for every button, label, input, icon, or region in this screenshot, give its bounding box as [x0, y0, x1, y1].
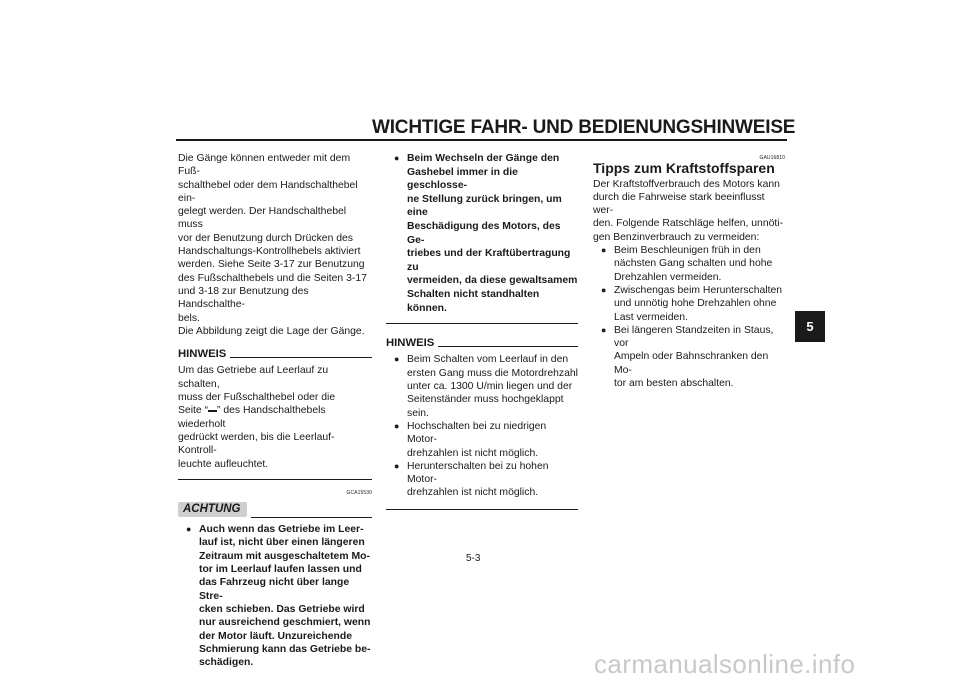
text-line: vor der Benutzung durch Drücken des [178, 232, 354, 244]
hinweis-bullet [394, 420, 578, 460]
text-line: schädigen. [199, 657, 254, 669]
text-line: Hochschalten bei zu niedrigen Motor- [407, 420, 547, 446]
bullet-dot-icon: ● [394, 354, 400, 365]
hinweis-label: HINWEIS [178, 348, 227, 361]
tip-bullet [601, 284, 785, 324]
text-line: sein. [407, 407, 429, 419]
hinweis-end-rule [178, 479, 372, 480]
watermark: carmanualsonline.info [594, 649, 856, 679]
hinweis-rule [230, 357, 372, 358]
hinweis-end-rule [386, 509, 578, 510]
section-header [593, 162, 785, 175]
text-line: durch die Fahrweise stark beeinflusst wer- [593, 191, 765, 217]
text-line: vermeiden, da diese gewaltsamem [407, 275, 578, 287]
header-rule [176, 139, 787, 141]
section-heading: Tipps zum Kraftstoffsparen [593, 160, 775, 177]
text-line: Beschädigung des Motors, des Ge- [407, 220, 561, 246]
section-intro [593, 178, 785, 244]
text-line: Beim Beschleunigen früh in den [614, 245, 761, 257]
text-line: werden. Siehe Seite 3-17 zur Benutzung [178, 259, 365, 271]
text-line: Drehzahlen vermeiden. [614, 271, 722, 283]
column-left [178, 152, 372, 669]
text-line: Bei längeren Standzeiten in Staus, vor [614, 324, 774, 350]
hinweis-header [386, 337, 578, 350]
hinweis-text [178, 364, 372, 470]
text-line: und unnötig hohe Drehzahlen ohne [614, 298, 777, 310]
achtung-code: GCA15530 [346, 489, 372, 496]
text-line: der Motor läuft. Unzureichende [199, 630, 352, 642]
text-line: den. Folgende Ratschläge helfen, unnöti- [593, 218, 784, 230]
text-line: tor am besten abschalten. [614, 378, 734, 390]
chapter-tab: 5 [795, 311, 825, 342]
text-line: drehzahlen ist nicht möglich. [407, 487, 539, 499]
text-line: Seitenständer muss hochgeklappt [407, 394, 564, 406]
text-line: nächsten Gang schalten und hohe [614, 258, 773, 270]
text-line: gedrückt werden, bis die Leerlauf-Kontroll- [178, 431, 335, 457]
text-line: gelegt werden. Der Handschalthebel muss [178, 206, 347, 231]
text-line: lauf ist, nicht über einen längeren [199, 537, 365, 549]
text-line: drehzahlen ist nicht möglich. [407, 447, 539, 459]
warning-bullet [394, 152, 578, 315]
tip-bullet [601, 324, 785, 390]
text-line: und 3-18 zur Benutzung des Handschalthe- [178, 285, 309, 311]
section-code: GAU16810 [759, 155, 785, 161]
text-line: Handschaltungs-Kontrollhebels aktiviert [178, 246, 361, 258]
text-line: leuchte aufleuchtet. [178, 458, 269, 470]
text-line: Gashebel immer in die geschlosse- [407, 166, 518, 192]
text-line: ne Stellung zurück bringen, um eine [407, 193, 562, 219]
text-line: Die Abbildung zeigt die Lage der Gänge. [178, 325, 365, 337]
bullet-dot-icon: ● [601, 245, 607, 256]
hinweis-bullet [394, 460, 578, 500]
text-line [178, 404, 372, 431]
bullet-dot-icon: ● [601, 284, 607, 295]
column-right [593, 152, 785, 390]
text-line: Auch wenn das Getriebe im Leer- [199, 524, 364, 536]
text-line: gen Benzinverbrauch zu vermeiden: [593, 231, 760, 243]
text-line: triebes und der Kraftübertragung zu [407, 248, 571, 273]
bullet-dot-icon: ● [394, 420, 400, 431]
minus-symbol [208, 410, 217, 412]
text-line: schalthebel oder dem Handschalthebel ein- [178, 179, 358, 204]
bullet-dot-icon: ● [394, 460, 400, 471]
achtung-header [178, 501, 372, 518]
hinweis-rule [438, 346, 578, 347]
text-line: Ampeln oder Bahnschranken den Mo- [614, 351, 769, 376]
text-line: des Fußschalthebels und die Seiten 3-17 [178, 272, 367, 284]
text-line: cken schieben. Das Getriebe wird [199, 603, 365, 615]
bullet-dot-icon: ● [394, 153, 400, 163]
page-number: 5-3 [466, 553, 481, 564]
text-line: Um das Getriebe auf Leerlauf zu schalten, [178, 365, 329, 390]
text-line: Schmierung kann das Getriebe be- [199, 643, 371, 655]
bullet-dot-icon: ● [601, 324, 607, 335]
achtung-bullet [186, 523, 372, 669]
text-line: Schalten nicht standhalten können. [407, 288, 540, 314]
text-line: Beim Schalten vom Leerlauf in den [407, 354, 569, 366]
text-line: Herunterschalten bei zu hohen Motor- [407, 460, 549, 486]
text-line: bels. [178, 312, 200, 324]
hinweis-header [178, 348, 372, 361]
achtung-badge: ACHTUNG [178, 502, 247, 517]
text-line: Die Gänge können entweder mit dem Fuß- [178, 153, 351, 178]
bullet-dot-icon: ● [186, 524, 192, 535]
tip-bullet [601, 244, 785, 284]
achtung-rule [251, 517, 373, 518]
text-line: Last vermeiden. [614, 311, 688, 323]
text-line: nur ausreichend geschmiert, wenn [199, 617, 371, 629]
hinweis-bullets [394, 353, 578, 499]
hinweis-label: HINWEIS [386, 337, 435, 350]
text-line: muss der Fußschalthebel oder die [178, 392, 336, 404]
intro-paragraph [178, 152, 372, 338]
tips-list [601, 244, 785, 390]
text-line: unter ca. 1300 U/min liegen und der [407, 381, 573, 393]
text-line: Der Kraftstoffverbrauch des Motors kann [593, 178, 780, 190]
text-line: ersten Gang muss die Motordrehzahl [407, 367, 578, 379]
text-line: tor im Leerlauf laufen lassen und [199, 564, 362, 576]
column-middle [386, 152, 578, 510]
text-line: Zeitraum mit ausgeschaltetem Mo- [199, 550, 370, 562]
text-line: Zwischengas beim Herunterschalten [614, 284, 783, 296]
text-fragment: ” des Handschalthebels wiederholt [178, 405, 326, 430]
text-fragment: Seite “ [178, 405, 209, 417]
text-line: das Fahrzeug nicht über lange Stre- [199, 577, 350, 602]
page-header-title: WICHTIGE FAHR- UND BEDIENUNGSHINWEISE [372, 117, 796, 138]
hinweis-bullet [394, 353, 578, 419]
warning-end-rule [386, 323, 578, 324]
text-line: Beim Wechseln der Gänge den [407, 153, 560, 164]
